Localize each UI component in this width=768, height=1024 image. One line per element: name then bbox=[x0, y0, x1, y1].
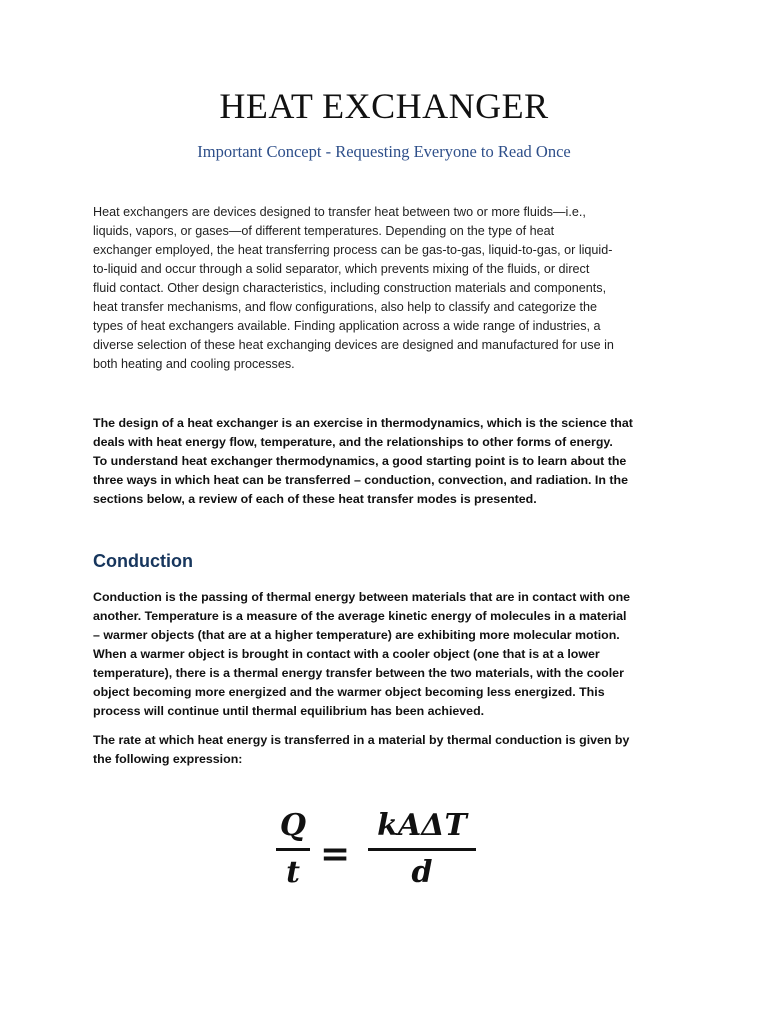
text-line: three ways in which heat can be transferred – conduction, convection, and radiation. In the bbox=[93, 473, 628, 487]
text-line: The design of a heat exchanger is an exercise in thermodynamics, which is the science that bbox=[93, 416, 633, 430]
document-subtitle: Important Concept - Requesting Everyone to Read Once bbox=[197, 142, 571, 161]
text-line: exchanger employed, the heat transferring process can be gas-to-gas, liquid-to-gas, or liquid- bbox=[93, 243, 613, 257]
text-line: another. Temperature is a measure of the average kinetic energy of molecules in a material bbox=[93, 609, 627, 623]
conduction-heading: Conduction bbox=[93, 551, 193, 571]
document-title: HEAT EXCHANGER bbox=[219, 86, 549, 126]
text-line: The rate at which heat energy is transferred in a material by thermal conduction is given by bbox=[93, 733, 630, 747]
text-line: To understand heat exchanger thermodynamics, a good starting point is to learn about the bbox=[93, 454, 627, 468]
conduction-formula bbox=[276, 808, 476, 908]
intro-paragraph bbox=[93, 203, 683, 374]
text-line: Heat exchangers are devices designed to transfer heat between two or more fluids—i.e., bbox=[93, 205, 586, 219]
conduction-rate-paragraph bbox=[93, 731, 683, 769]
formula-right-numerator: kAΔT bbox=[377, 808, 467, 843]
text-line: Conduction is the passing of thermal energy between materials that are in contact with one bbox=[93, 590, 631, 604]
formula-left-numerator: Q bbox=[279, 808, 307, 843]
text-line: temperature), there is a thermal energy transfer between the two materials, with the cooler bbox=[93, 666, 624, 680]
formula-left-fraction bbox=[276, 808, 310, 891]
text-line: both heating and cooling processes. bbox=[93, 357, 295, 371]
text-line: diverse selection of these heat exchanging devices are designed and manufactured for use in bbox=[93, 338, 614, 352]
text-line: the following expression: bbox=[93, 752, 243, 766]
text-line: When a warmer object is brought in contact with a cooler object (one that is at a lower bbox=[93, 647, 600, 661]
text-line: liquids, vapors, or gases—of different temperatures. Depending on the type of heat bbox=[93, 224, 555, 238]
text-line: process will continue until thermal equilibrium has been achieved. bbox=[93, 704, 485, 718]
conduction-paragraph bbox=[93, 588, 683, 721]
text-line: – warmer objects (that are at a higher temperature) are exhibiting more molecular motion. bbox=[93, 628, 620, 642]
formula-right-fraction bbox=[368, 808, 476, 891]
text-line: sections below, a review of each of these heat transfer modes is presented. bbox=[93, 492, 537, 506]
fraction-bar bbox=[368, 848, 476, 851]
design-paragraph bbox=[93, 414, 683, 509]
text-line: object becoming more energized and the warmer object becoming less energized. This bbox=[93, 685, 605, 699]
text-line: to-liquid and occur through a solid separator, which prevents mixing of the fluids, or direct bbox=[93, 262, 590, 276]
text-line: heat transfer mechanisms, and flow configurations, also help to classify and categorize the bbox=[93, 300, 598, 314]
formula-equals-sign: = bbox=[320, 833, 351, 875]
text-line: deals with heat energy flow, temperature, and the relationships to other forms of energy. bbox=[93, 435, 613, 449]
formula-left-denominator: t bbox=[286, 854, 300, 890]
text-line: fluid contact. Other design characteristics, including construction materials and components, bbox=[93, 281, 607, 295]
text-line: types of heat exchangers available. Finding application across a wide range of industries, a bbox=[93, 319, 601, 333]
fraction-bar bbox=[276, 848, 310, 851]
formula-right-denominator: d bbox=[411, 854, 433, 890]
